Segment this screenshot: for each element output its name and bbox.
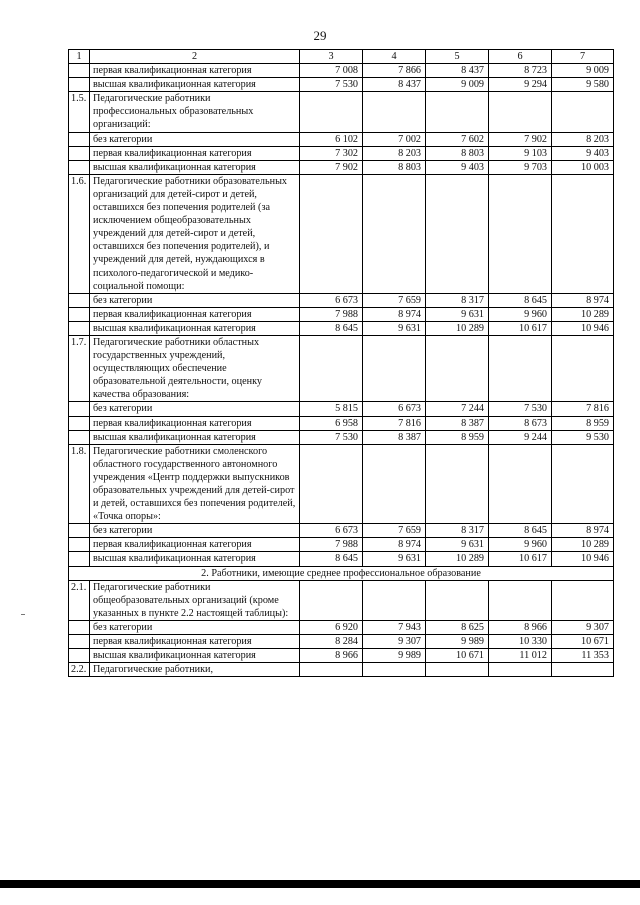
salary-value: 8 387 <box>363 430 426 444</box>
empty-cell <box>552 444 614 524</box>
category-label: первая квалификационная категория <box>90 307 300 321</box>
group-row <box>69 580 614 620</box>
salary-value: 7 302 <box>300 146 363 160</box>
item-number <box>69 307 90 321</box>
item-number <box>69 293 90 307</box>
salary-value: 9 403 <box>552 146 614 160</box>
salary-value: 10 289 <box>552 538 614 552</box>
salary-value: 9 403 <box>426 160 489 174</box>
salary-value: 7 244 <box>426 402 489 416</box>
table-row <box>69 402 614 416</box>
salary-value: 6 958 <box>300 416 363 430</box>
empty-cell <box>363 663 426 677</box>
category-label: без категории <box>90 402 300 416</box>
bottom-rule <box>0 880 640 888</box>
empty-cell <box>489 663 552 677</box>
salary-value: 7 008 <box>300 64 363 78</box>
item-number <box>69 132 90 146</box>
salary-value: 9 103 <box>489 146 552 160</box>
empty-cell <box>426 663 489 677</box>
salary-value: 8 974 <box>552 293 614 307</box>
salary-value: 9 960 <box>489 307 552 321</box>
salary-value: 10 330 <box>489 635 552 649</box>
empty-cell <box>426 174 489 293</box>
salary-value: 10 289 <box>426 321 489 335</box>
table-row <box>69 78 614 92</box>
item-number <box>69 146 90 160</box>
category-label: без категории <box>90 620 300 634</box>
table-row <box>69 160 614 174</box>
header-cell: 5 <box>426 50 489 64</box>
category-label: высшая квалификационная категория <box>90 321 300 335</box>
salary-value: 8 625 <box>426 620 489 634</box>
salary-value: 9 703 <box>489 160 552 174</box>
empty-cell <box>363 335 426 401</box>
category-label: высшая квалификационная категория <box>90 160 300 174</box>
table-row <box>69 321 614 335</box>
empty-cell <box>552 174 614 293</box>
salary-value: 8 966 <box>489 620 552 634</box>
group-description: Педагогические работники профессиональных образовательных организаций: <box>90 92 300 132</box>
empty-cell <box>489 174 552 293</box>
empty-cell <box>300 174 363 293</box>
item-number: 2.2. <box>69 663 90 677</box>
header-row <box>69 50 614 64</box>
group-row <box>69 444 614 524</box>
salary-value: 8 974 <box>363 538 426 552</box>
empty-cell <box>300 92 363 132</box>
salary-value: 6 673 <box>300 293 363 307</box>
empty-cell <box>489 580 552 620</box>
table-row <box>69 416 614 430</box>
salary-value: 9 989 <box>426 635 489 649</box>
item-number: 1.6. <box>69 174 90 293</box>
salary-value: 9 631 <box>363 552 426 566</box>
salary-value: 10 671 <box>426 649 489 663</box>
category-label: первая квалификационная категория <box>90 538 300 552</box>
group-row <box>69 174 614 293</box>
salary-value: 7 659 <box>363 293 426 307</box>
item-number <box>69 620 90 634</box>
item-number: 1.8. <box>69 444 90 524</box>
header-cell: 7 <box>552 50 614 64</box>
salary-value: 7 602 <box>426 132 489 146</box>
group-description: Педагогические работники смоленского областного государственного автономного учреждения «Центр поддержки выпускников образовательных учреждений для детей-сирот и детей, оставшихся без попечения родителей, «Точка опоры»: <box>90 444 300 524</box>
header-cell: 3 <box>300 50 363 64</box>
salary-value: 7 902 <box>300 160 363 174</box>
table-row <box>69 293 614 307</box>
item-number <box>69 321 90 335</box>
header-cell: 6 <box>489 50 552 64</box>
table-row <box>69 146 614 160</box>
salary-value: 5 815 <box>300 402 363 416</box>
salary-value: 10 946 <box>552 321 614 335</box>
salary-value: 8 645 <box>489 524 552 538</box>
section-heading-row <box>69 566 614 580</box>
salary-value: 7 902 <box>489 132 552 146</box>
salary-value: 6 673 <box>300 524 363 538</box>
category-label: первая квалификационная категория <box>90 635 300 649</box>
salary-value: 8 966 <box>300 649 363 663</box>
table-row <box>69 64 614 78</box>
salary-value: 8 387 <box>426 416 489 430</box>
empty-cell <box>363 174 426 293</box>
table-row <box>69 552 614 566</box>
table-row <box>69 538 614 552</box>
salary-value: 8 959 <box>552 416 614 430</box>
salary-value: 8 203 <box>363 146 426 160</box>
group-description: Педагогические работники, <box>90 663 300 677</box>
group-description: Педагогические работники областных государственных учреждений, осуществляющих обеспечение образовательной деятельности, оценку качества образования: <box>90 335 300 401</box>
salary-value: 6 673 <box>363 402 426 416</box>
salary-value: 7 988 <box>300 307 363 321</box>
salary-value: 8 645 <box>300 321 363 335</box>
section-heading: 2. Работники, имеющие среднее профессиональное образование <box>69 566 614 580</box>
category-label: высшая квалификационная категория <box>90 78 300 92</box>
table-row <box>69 307 614 321</box>
empty-cell <box>552 663 614 677</box>
salary-value: 7 816 <box>363 416 426 430</box>
salary-value: 11 353 <box>552 649 614 663</box>
group-row <box>69 335 614 401</box>
category-label: первая квалификационная категория <box>90 64 300 78</box>
salary-value: 8 437 <box>426 64 489 78</box>
margin-mark <box>21 614 25 615</box>
salary-value: 9 009 <box>426 78 489 92</box>
empty-cell <box>426 580 489 620</box>
item-number <box>69 160 90 174</box>
group-description: Педагогические работники общеобразовательных организаций (кроме указанных в пункте 2.2 настоящей таблицы): <box>90 580 300 620</box>
salary-value: 10 617 <box>489 552 552 566</box>
salary-value: 7 530 <box>300 78 363 92</box>
item-number <box>69 635 90 649</box>
salary-value: 8 645 <box>489 293 552 307</box>
empty-cell <box>489 444 552 524</box>
group-row <box>69 663 614 677</box>
salary-value: 6 920 <box>300 620 363 634</box>
table-row <box>69 635 614 649</box>
empty-cell <box>300 444 363 524</box>
salary-value: 7 866 <box>363 64 426 78</box>
category-label: высшая квалификационная категория <box>90 430 300 444</box>
salary-value: 9 960 <box>489 538 552 552</box>
table-body <box>69 50 614 677</box>
empty-cell <box>300 580 363 620</box>
salary-value: 10 289 <box>552 307 614 321</box>
item-number <box>69 64 90 78</box>
salary-value: 9 307 <box>363 635 426 649</box>
item-number <box>69 430 90 444</box>
category-label: высшая квалификационная категория <box>90 552 300 566</box>
table-row <box>69 524 614 538</box>
empty-cell <box>363 92 426 132</box>
header-cell: 1 <box>69 50 90 64</box>
salary-value: 8 959 <box>426 430 489 444</box>
empty-cell <box>300 335 363 401</box>
item-number <box>69 416 90 430</box>
header-cell: 4 <box>363 50 426 64</box>
salary-value: 8 203 <box>552 132 614 146</box>
salary-value: 10 671 <box>552 635 614 649</box>
group-description: Педагогические работники образовательных организаций для детей-сирот и детей, оставшихся без попечения родителей (за исключением общеобразовательных учреждений для детей-сирот и детей, оставшихся без попечения родителей), и учреждений для детей, нуждающихся в психолого-педагогической и медико-социальной помощи: <box>90 174 300 293</box>
empty-cell <box>426 335 489 401</box>
salary-value: 9 294 <box>489 78 552 92</box>
category-label: высшая квалификационная категория <box>90 649 300 663</box>
salary-value: 7 530 <box>489 402 552 416</box>
salary-value: 9 631 <box>426 538 489 552</box>
salary-value: 8 437 <box>363 78 426 92</box>
salary-value: 8 803 <box>363 160 426 174</box>
salary-value: 7 943 <box>363 620 426 634</box>
item-number <box>69 78 90 92</box>
empty-cell <box>426 444 489 524</box>
item-number <box>69 649 90 663</box>
empty-cell <box>489 92 552 132</box>
category-label: без категории <box>90 524 300 538</box>
salary-value: 9 307 <box>552 620 614 634</box>
empty-cell <box>363 444 426 524</box>
salary-value: 9 631 <box>426 307 489 321</box>
empty-cell <box>552 335 614 401</box>
empty-cell <box>489 335 552 401</box>
salary-value: 9 580 <box>552 78 614 92</box>
item-number <box>69 552 90 566</box>
salary-value: 9 631 <box>363 321 426 335</box>
category-label: первая квалификационная категория <box>90 416 300 430</box>
salary-value: 7 530 <box>300 430 363 444</box>
table-row <box>69 430 614 444</box>
category-label: первая квалификационная категория <box>90 146 300 160</box>
empty-cell <box>552 580 614 620</box>
salary-value: 7 002 <box>363 132 426 146</box>
salary-value: 7 659 <box>363 524 426 538</box>
header-cell: 2 <box>90 50 300 64</box>
salary-value: 8 974 <box>552 524 614 538</box>
category-label: без категории <box>90 293 300 307</box>
salary-value: 8 673 <box>489 416 552 430</box>
salary-value: 7 988 <box>300 538 363 552</box>
salary-value: 10 289 <box>426 552 489 566</box>
item-number <box>69 538 90 552</box>
salary-table <box>68 49 614 677</box>
item-number: 1.5. <box>69 92 90 132</box>
salary-value: 9 989 <box>363 649 426 663</box>
salary-value: 10 003 <box>552 160 614 174</box>
salary-value: 9 009 <box>552 64 614 78</box>
item-number: 1.7. <box>69 335 90 401</box>
salary-value: 8 317 <box>426 293 489 307</box>
empty-cell <box>426 92 489 132</box>
table-row <box>69 620 614 634</box>
table-row <box>69 132 614 146</box>
empty-cell <box>300 663 363 677</box>
salary-value: 8 803 <box>426 146 489 160</box>
item-number <box>69 524 90 538</box>
item-number: 2.1. <box>69 580 90 620</box>
category-label: без категории <box>90 132 300 146</box>
empty-cell <box>552 92 614 132</box>
group-row <box>69 92 614 132</box>
item-number <box>69 402 90 416</box>
empty-cell <box>363 580 426 620</box>
table-row <box>69 649 614 663</box>
salary-value: 9 244 <box>489 430 552 444</box>
salary-value: 8 284 <box>300 635 363 649</box>
salary-value: 8 645 <box>300 552 363 566</box>
salary-value: 9 530 <box>552 430 614 444</box>
salary-value: 10 946 <box>552 552 614 566</box>
page-number: 29 <box>313 28 327 43</box>
salary-value: 10 617 <box>489 321 552 335</box>
salary-value: 8 723 <box>489 64 552 78</box>
salary-value: 8 317 <box>426 524 489 538</box>
salary-value: 6 102 <box>300 132 363 146</box>
salary-value: 7 816 <box>552 402 614 416</box>
salary-value: 11 012 <box>489 649 552 663</box>
salary-value: 8 974 <box>363 307 426 321</box>
